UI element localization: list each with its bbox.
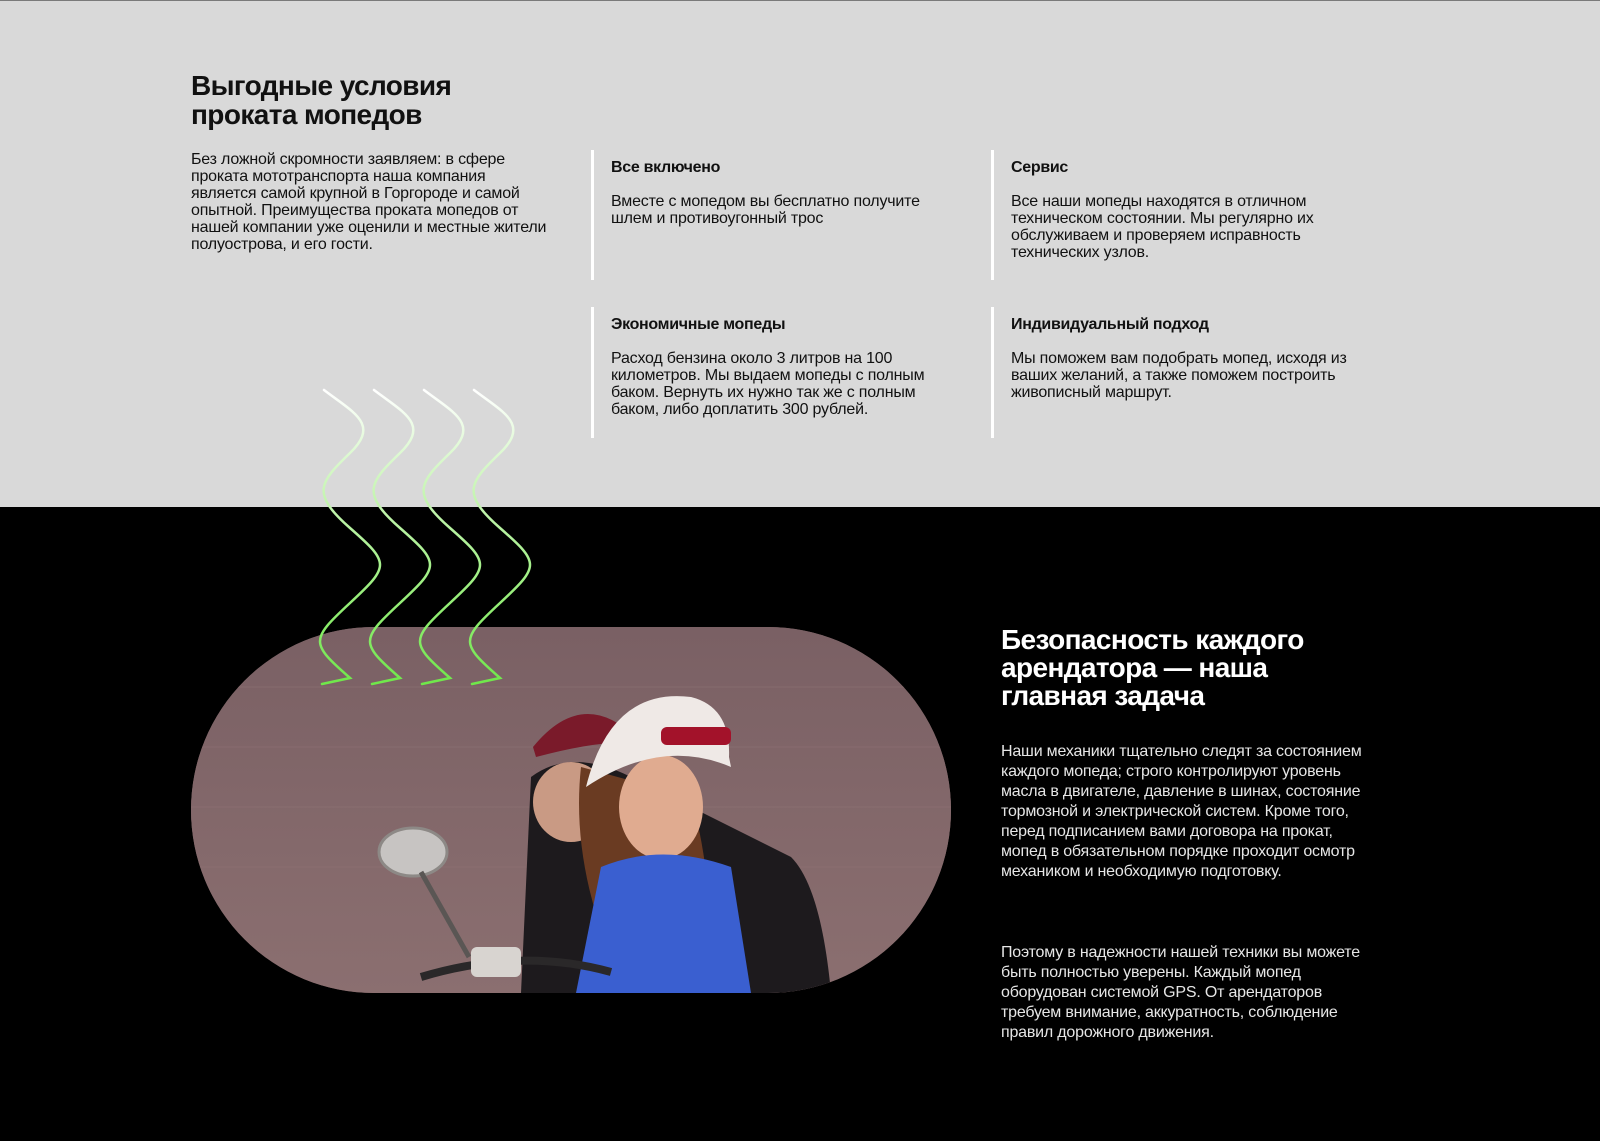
safety-title: Безопасность каждого арендатора — наша главная задача bbox=[1001, 624, 1304, 711]
safety-paragraph: Поэтому в надежности нашей техники вы можете быть полностью уверены. Каждый мопед оборудован системой GPS. От арендаторов требуем внимание, аккуратность, соблюдение правил дорожного движения. bbox=[1001, 944, 1360, 1041]
feature-all-included bbox=[591, 150, 951, 280]
feature-title: Индивидуальный подход bbox=[1011, 316, 1209, 333]
conditions-title: Выгодные условия проката мопедов bbox=[191, 70, 452, 130]
feature-economical bbox=[591, 307, 951, 438]
wavy-lines-decoration-icon bbox=[310, 388, 540, 688]
feature-individual bbox=[991, 307, 1371, 438]
feature-title: Сервис bbox=[1011, 159, 1068, 176]
photo-illustration bbox=[191, 627, 951, 993]
couple-on-moped-photo bbox=[191, 627, 951, 993]
safety-paragraph: Наши механики тщательно следят за состоянием каждого мопеда; строго контролируют уровень масла в двигателе, давление в шинах, состояние тормозной и электрической систем. Кроме того, перед подписанием вами договора на прокат, мопед в обязательном порядке проходит осмотр механиком и необходимую подготовку. bbox=[1001, 743, 1362, 880]
feature-text: Вместе с мопедом вы бесплатно получите шлем и противоугонный трос bbox=[611, 193, 920, 227]
feature-title: Экономичные мопеды bbox=[611, 316, 786, 333]
rental-conditions-section bbox=[0, 0, 1600, 507]
feature-text: Мы поможем вам подобрать мопед, исходя из ваших желаний, а также поможем построить живописный маршрут. bbox=[1011, 350, 1347, 401]
feature-service bbox=[991, 150, 1371, 280]
feature-text: Расход бензина около 3 литров на 100 километров. Мы выдаем мопеды с полным баком. Вернуть их нужно так же с полным баком, либо доплатить 300 рублей. bbox=[611, 350, 925, 418]
feature-text: Все наши мопеды находятся в отличном техническом состоянии. Мы регулярно их обслуживаем и проверяем исправность технических узлов. bbox=[1011, 193, 1314, 261]
feature-title: Все включено bbox=[611, 159, 721, 176]
conditions-intro: Без ложной скромности заявляем: в сфере проката мототранспорта наша компания является самой крупной в Горгороде и самой опытной. Преимущества проката мопедов от нашей компании уже оценили и местные жители полуострова, и его гости. bbox=[191, 151, 547, 253]
